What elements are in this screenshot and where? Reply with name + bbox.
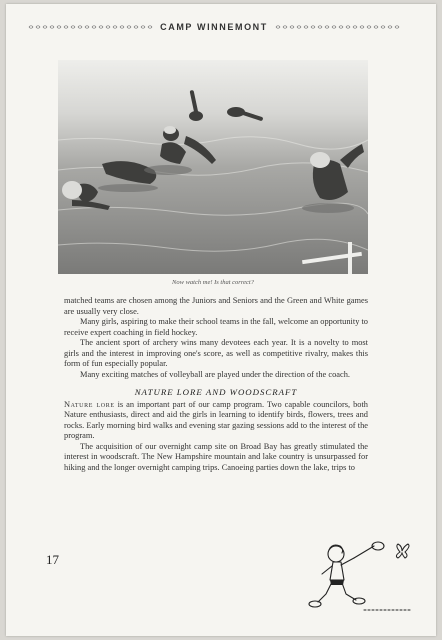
girl-with-butterfly-net-illustration — [292, 540, 416, 618]
paragraph: Many girls, aspiring to make their school teams in the fall, welcome an opportunity to receive expert coaching in field hockey. — [64, 317, 368, 337]
swimming-photo — [58, 60, 368, 274]
page-number: 17 — [46, 552, 59, 567]
paragraph: The acquisition of our overnight camp site on Broad Bay has greatly stimulated the interest in woodscraft. The New Hampshire mountain and lake country is unsurpassed for hiking and the longer overnight camping trips. Canoeing parties down the lake, trips to — [64, 441, 368, 472]
paragraph: The ancient sport of archery wins many devotees each year. It is a novelty to most girls and the interest in improving one's score, as well as competitive rivalry, makes this form of fun especially popular. — [64, 338, 368, 368]
paragraph — [64, 400, 368, 442]
photo-caption: Now watch me! Is that correct? — [172, 279, 254, 286]
header-ornament-right — [275, 24, 400, 30]
paragraph-lead: Nature lore — [64, 399, 115, 409]
page — [6, 4, 436, 636]
paragraph: Many exciting matches of volleyball are played under the direction of the coach. — [80, 369, 350, 379]
body-text — [64, 296, 368, 473]
header-ornament-left — [28, 24, 153, 30]
paragraph: matched teams are chosen among the Juniors and Seniors and the Green and White games are usually very close. — [64, 296, 368, 316]
page-header — [28, 21, 400, 33]
header-title: CAMP WINNEMONT — [160, 22, 268, 32]
swimmers-illustration — [58, 60, 368, 274]
section-heading: NATURE LORE AND WOODSCRAFT — [134, 387, 298, 397]
paragraph-rest: is an important part of our camp program. Two capable councilors, both Nature enthusiasts, direct and aid the girls in learning to identify birds, flowers, trees and rocks. Early morning bird walks and evening star gazing sessions add to the interest of the program. — [64, 399, 368, 440]
